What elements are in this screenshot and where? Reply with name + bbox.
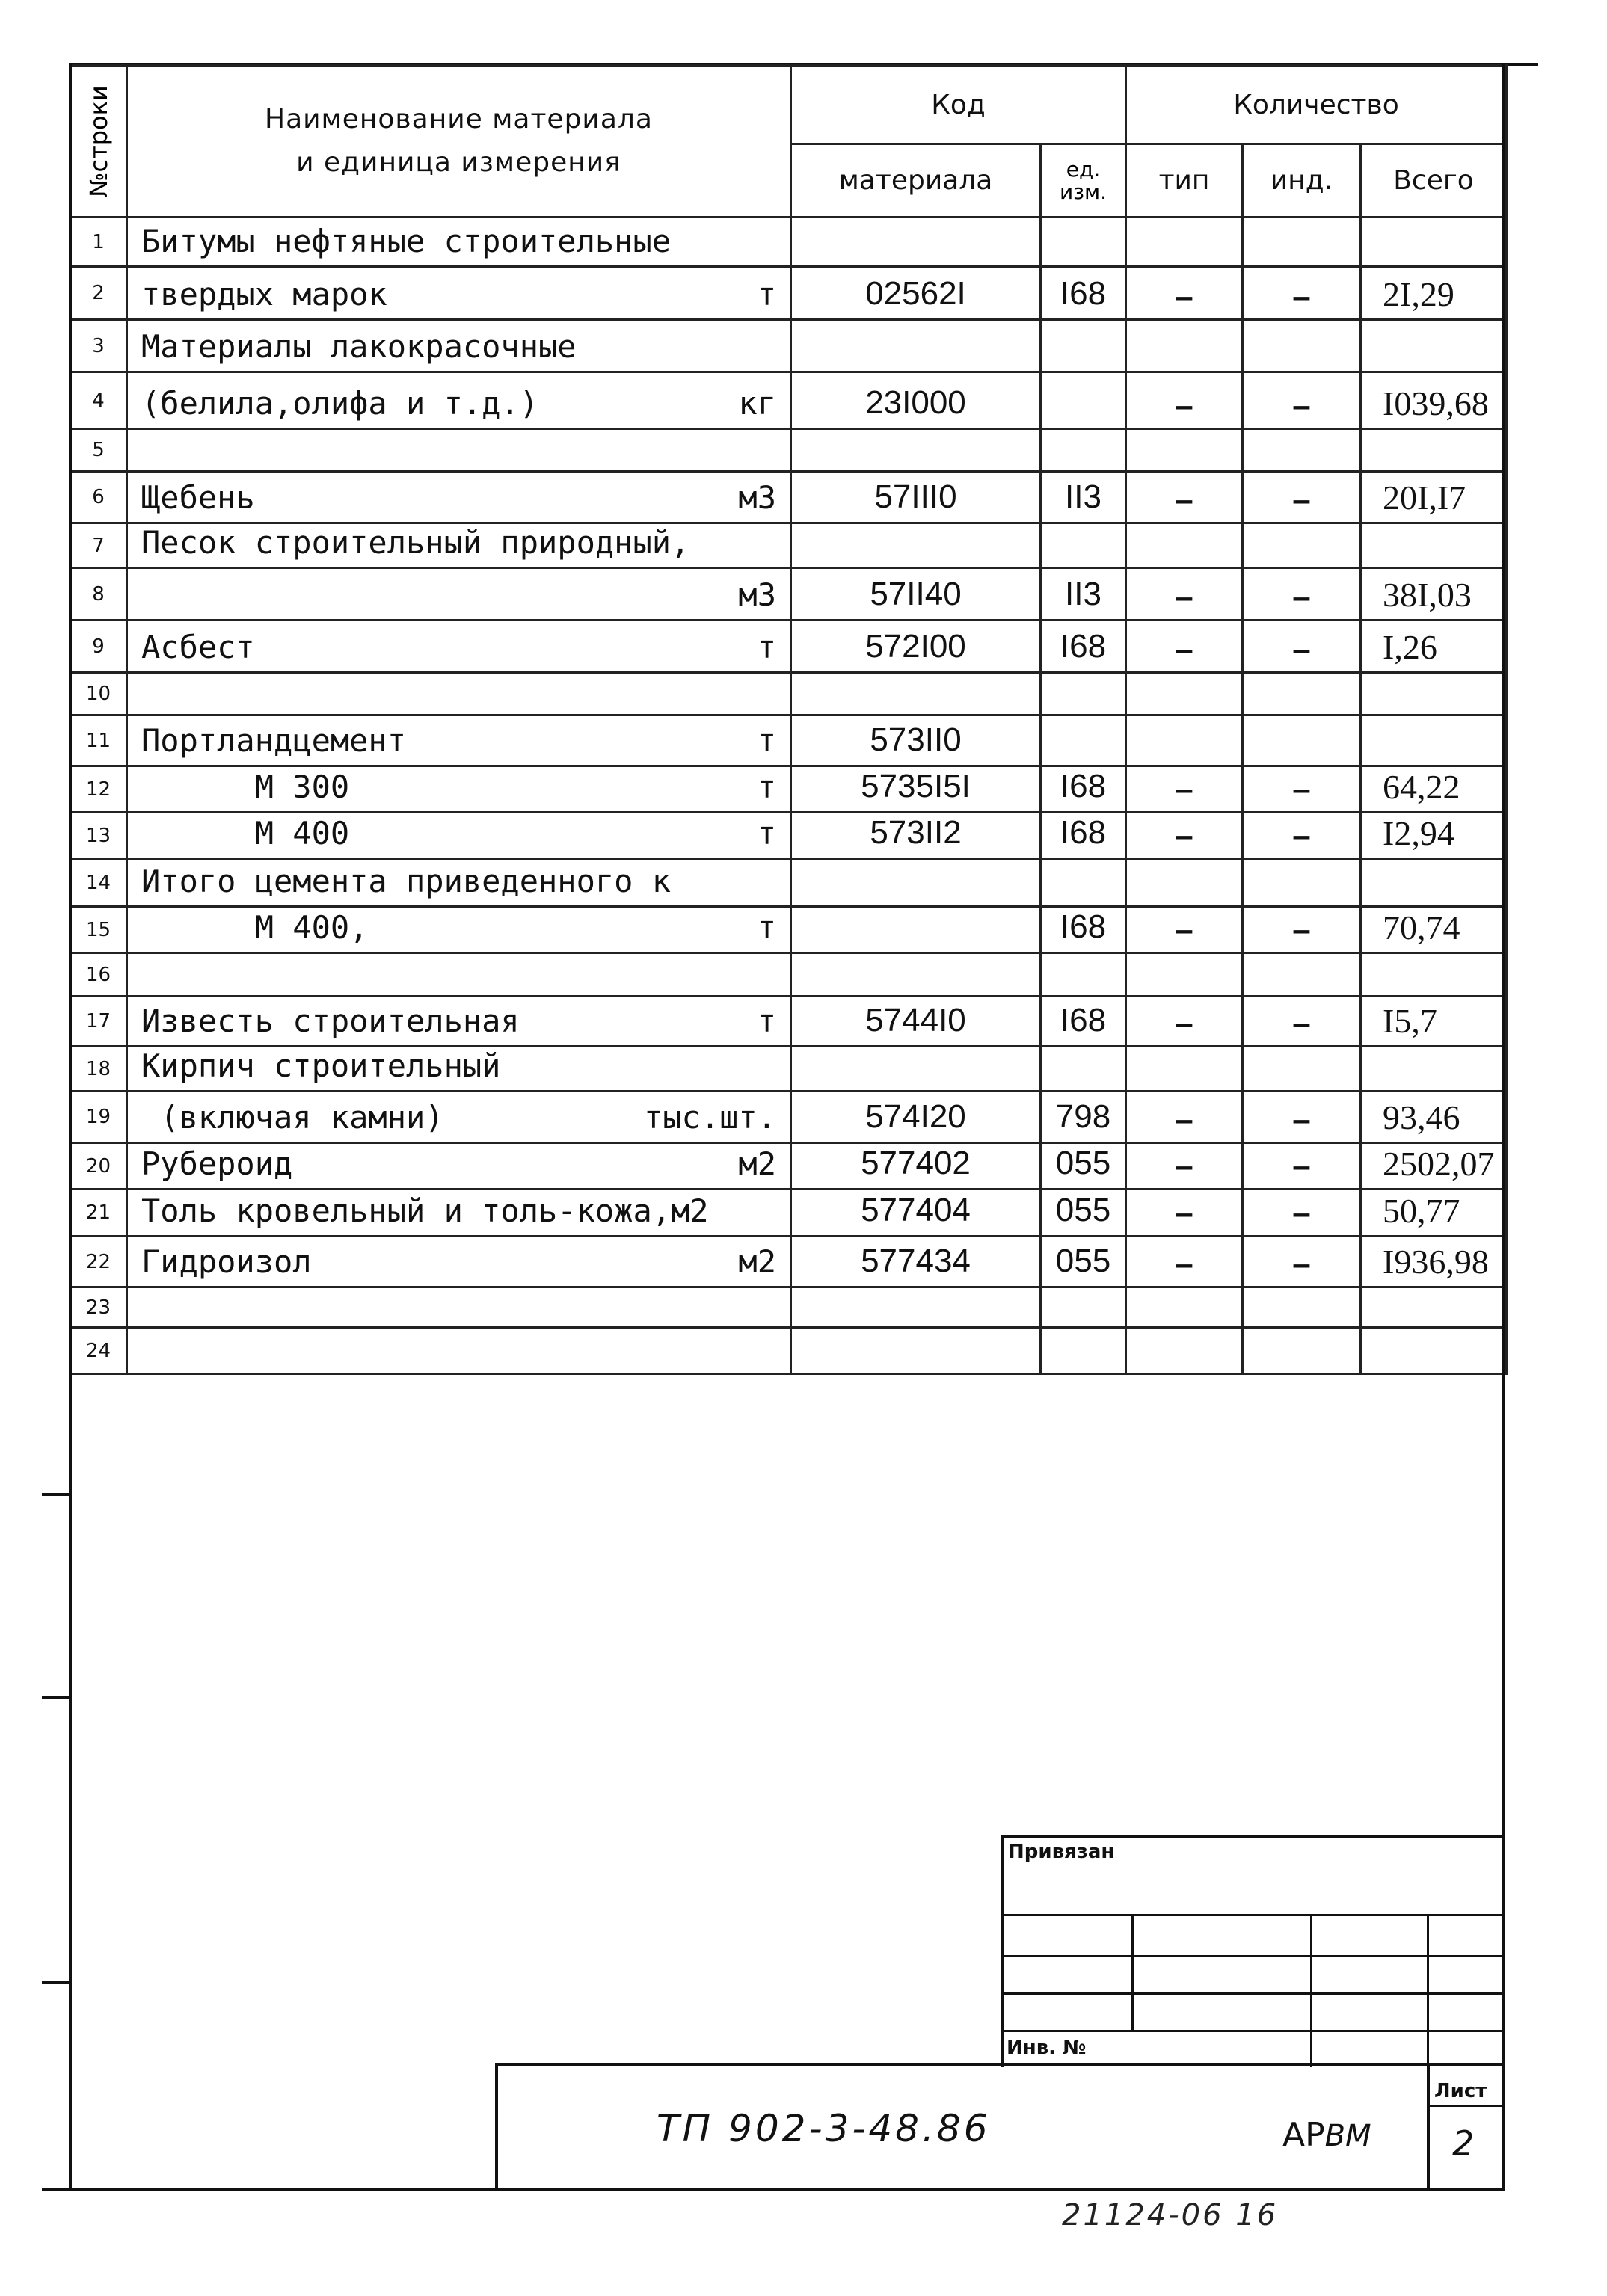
unit-code [1041, 429, 1126, 472]
material-name-text: Рубероид [141, 1145, 293, 1182]
table-row [70, 997, 1507, 1047]
row-number: 6 [70, 472, 127, 523]
total-quantity [1361, 953, 1507, 997]
material-name [127, 766, 791, 813]
type-header: тип [1126, 144, 1243, 218]
row-number: 14 [70, 859, 127, 907]
material-code [791, 1287, 1041, 1328]
type-quantity: – [1126, 1237, 1243, 1287]
table-row [70, 859, 1507, 907]
row-number: 11 [70, 715, 127, 766]
total-quantity: 64,22 [1361, 766, 1507, 813]
unit-code: 055 [1041, 1143, 1126, 1189]
material-code: 02562I [791, 267, 1041, 320]
row-number: 16 [70, 953, 127, 997]
material-name [127, 372, 791, 429]
margin-tick [42, 1493, 70, 1496]
bound-line [1001, 2030, 1505, 2032]
unit-code [1041, 859, 1126, 907]
material-name-text: М 400, [141, 909, 369, 946]
row-number: 10 [70, 673, 127, 715]
unit-code [1041, 673, 1126, 715]
margin-tick [42, 1981, 70, 1984]
ind-quantity [1243, 1047, 1361, 1092]
measure-unit: м2 [738, 1243, 776, 1280]
unit-code: II3 [1041, 472, 1126, 523]
total-quantity: 20I,I7 [1361, 472, 1507, 523]
material-code [791, 1328, 1041, 1374]
total-quantity [1361, 1287, 1507, 1328]
table-row [70, 320, 1507, 372]
frame-left-border [69, 64, 72, 2191]
sheet-label-line [1427, 2105, 1505, 2107]
unit-code: I68 [1041, 907, 1126, 953]
code-group-header: Код [791, 66, 1126, 144]
margin-tick [42, 1696, 70, 1699]
material-code [791, 953, 1041, 997]
total-quantity: I039,68 [1361, 372, 1507, 429]
table-row [70, 907, 1507, 953]
measure-unit: т [757, 769, 776, 805]
unit-code: I68 [1041, 267, 1126, 320]
table-row [70, 813, 1507, 859]
material-code: 577402 [791, 1143, 1041, 1189]
materials-rows [70, 218, 1507, 1374]
type-quantity: – [1126, 568, 1243, 621]
sheet-number: 2 [1452, 2123, 1475, 2164]
type-quantity: – [1126, 472, 1243, 523]
type-quantity: – [1126, 1143, 1243, 1189]
measure-unit: т [757, 1003, 776, 1039]
type-quantity [1126, 673, 1243, 715]
row-number-header: №строки [70, 66, 127, 218]
ind-header: инд. [1243, 144, 1361, 218]
table-row [70, 1189, 1507, 1237]
ind-quantity [1243, 429, 1361, 472]
table-row [70, 429, 1507, 472]
total-quantity [1361, 859, 1507, 907]
material-code [791, 907, 1041, 953]
type-quantity [1126, 1047, 1243, 1092]
material-name [127, 907, 791, 953]
bound-label: Привязан [1008, 1841, 1115, 1863]
table-row [70, 1047, 1507, 1092]
material-name-text: М 400 [141, 815, 350, 852]
ind-quantity [1243, 320, 1361, 372]
document-code: ТП 902-3-48.86 [657, 2107, 991, 2150]
type-quantity: – [1126, 766, 1243, 813]
unit-code: 055 [1041, 1237, 1126, 1287]
material-code [791, 429, 1041, 472]
type-quantity: – [1126, 1189, 1243, 1237]
table-row [70, 1328, 1507, 1374]
ind-quantity: – [1243, 568, 1361, 621]
table-row [70, 372, 1507, 429]
unit-code: II3 [1041, 568, 1126, 621]
ind-quantity: – [1243, 1143, 1361, 1189]
row-number: 5 [70, 429, 127, 472]
material-code [791, 673, 1041, 715]
material-code-header: материала [791, 144, 1041, 218]
material-name-text: М 300 [141, 769, 350, 805]
material-code: 23I000 [791, 372, 1041, 429]
total-quantity: I5,7 [1361, 997, 1507, 1047]
material-name [127, 813, 791, 859]
material-name [127, 1237, 791, 1287]
material-name-text: Толь кровельный и толь-кожа,м2 [141, 1192, 709, 1229]
material-name-text: Песок строительный природный, [141, 524, 690, 561]
ind-quantity: – [1243, 621, 1361, 673]
material-name [127, 1092, 791, 1143]
type-quantity [1126, 218, 1243, 267]
total-quantity: I2,94 [1361, 813, 1507, 859]
material-name-text: Портландцемент [141, 722, 407, 759]
type-quantity [1126, 1328, 1243, 1374]
bound-box [1001, 1835, 1505, 2067]
unit-code [1041, 715, 1126, 766]
row-number: 24 [70, 1328, 127, 1374]
total-quantity [1361, 1047, 1507, 1092]
row-number: 23 [70, 1287, 127, 1328]
material-name-text: Итого цемента приведенного к [141, 863, 672, 899]
unit-code [1041, 1047, 1126, 1092]
material-name [127, 715, 791, 766]
total-quantity [1361, 429, 1507, 472]
material-name-text: Асбест [141, 629, 255, 665]
type-quantity [1126, 1287, 1243, 1328]
row-number: 18 [70, 1047, 127, 1092]
unit-code: I68 [1041, 997, 1126, 1047]
row-number: 20 [70, 1143, 127, 1189]
material-name [127, 953, 791, 997]
total-quantity: 38I,03 [1361, 568, 1507, 621]
ind-quantity [1243, 953, 1361, 997]
unit-code [1041, 1287, 1126, 1328]
material-name-text: (включая камни) [141, 1099, 444, 1136]
type-quantity: – [1126, 267, 1243, 320]
material-code: 573II0 [791, 715, 1041, 766]
material-name [127, 1047, 791, 1092]
measure-unit: т [757, 815, 776, 852]
sheet-divider [1427, 2063, 1430, 2191]
ind-quantity: – [1243, 907, 1361, 953]
bound-vline [1427, 1914, 1429, 2067]
material-code [791, 1047, 1041, 1092]
row-number: 15 [70, 907, 127, 953]
material-code: 57II40 [791, 568, 1041, 621]
unit-code: I68 [1041, 766, 1126, 813]
total-quantity: 93,46 [1361, 1092, 1507, 1143]
table-row [70, 766, 1507, 813]
material-name [127, 1287, 791, 1328]
material-name-text: твердых марок [141, 276, 387, 313]
measure-unit: м2 [738, 1145, 776, 1182]
unit-code: 055 [1041, 1189, 1126, 1237]
bound-vline [1310, 1914, 1312, 2067]
measure-unit: тыс.шт. [643, 1099, 776, 1136]
material-code [791, 859, 1041, 907]
row-number: 21 [70, 1189, 127, 1237]
unit-code [1041, 953, 1126, 997]
ind-quantity: – [1243, 472, 1361, 523]
material-name [127, 1328, 791, 1374]
row-number: 9 [70, 621, 127, 673]
row-number: 19 [70, 1092, 127, 1143]
ind-quantity: – [1243, 1092, 1361, 1143]
table-row [70, 673, 1507, 715]
table-row [70, 523, 1507, 568]
bound-line [1001, 1992, 1505, 1995]
material-code: 572I00 [791, 621, 1041, 673]
row-number: 8 [70, 568, 127, 621]
material-name [127, 1143, 791, 1189]
row-number: 2 [70, 267, 127, 320]
type-quantity [1126, 429, 1243, 472]
material-name [127, 429, 791, 472]
inventory-label: Инв. № [1007, 2037, 1087, 2059]
material-name-text: Кирпич строительный [141, 1047, 501, 1084]
measure-unit: м3 [738, 479, 776, 516]
material-code: 577434 [791, 1237, 1041, 1287]
row-number: 12 [70, 766, 127, 813]
row-number: 17 [70, 997, 127, 1047]
total-quantity [1361, 715, 1507, 766]
measure-unit: т [757, 909, 776, 946]
archive-number: 21124-06 16 [1062, 2198, 1279, 2232]
ind-quantity: – [1243, 997, 1361, 1047]
ind-quantity: – [1243, 1189, 1361, 1237]
total-quantity [1361, 1328, 1507, 1374]
table-row [70, 472, 1507, 523]
material-code [791, 523, 1041, 568]
material-code [791, 218, 1041, 267]
sheet-label: Лист [1434, 2080, 1487, 2102]
table-row [70, 1092, 1507, 1143]
total-quantity: 70,74 [1361, 907, 1507, 953]
material-code: 573II2 [791, 813, 1041, 859]
material-code: 577404 [791, 1189, 1041, 1237]
ind-quantity: – [1243, 766, 1361, 813]
material-name [127, 523, 791, 568]
measure-unit: т [757, 722, 776, 759]
table-row [70, 267, 1507, 320]
ind-quantity: – [1243, 813, 1361, 859]
type-quantity: – [1126, 621, 1243, 673]
ind-quantity [1243, 1287, 1361, 1328]
material-name [127, 1189, 791, 1237]
measure-unit: м3 [738, 576, 776, 613]
material-code [791, 320, 1041, 372]
table-row [70, 1287, 1507, 1328]
type-quantity [1126, 523, 1243, 568]
material-code: 574I20 [791, 1092, 1041, 1143]
measure-unit: кг [738, 385, 776, 422]
material-name [127, 568, 791, 621]
material-code: 57III0 [791, 472, 1041, 523]
type-quantity [1126, 859, 1243, 907]
material-name [127, 673, 791, 715]
total-quantity: 50,77 [1361, 1189, 1507, 1237]
table-row [70, 715, 1507, 766]
total-quantity: 2I,29 [1361, 267, 1507, 320]
measure-unit: т [757, 276, 776, 313]
material-name-text: Материалы лакокрасочные [141, 328, 577, 365]
material-name-text: Битумы нефтяные строительные [141, 223, 672, 259]
total-quantity [1361, 320, 1507, 372]
ind-quantity: – [1243, 267, 1361, 320]
material-name [127, 859, 791, 907]
material-name [127, 218, 791, 267]
ind-quantity: – [1243, 1237, 1361, 1287]
row-number: 13 [70, 813, 127, 859]
material-code: 5735I5I [791, 766, 1041, 813]
total-quantity [1361, 218, 1507, 267]
material-code: 5744I0 [791, 997, 1041, 1047]
material-name [127, 472, 791, 523]
material-name [127, 621, 791, 673]
bound-line [1001, 1914, 1505, 1916]
total-quantity: I,26 [1361, 621, 1507, 673]
ind-quantity [1243, 1328, 1361, 1374]
bound-vline [1131, 1914, 1134, 2030]
measure-unit: т [757, 629, 776, 665]
ind-quantity [1243, 715, 1361, 766]
row-number: 1 [70, 218, 127, 267]
unit-code: I68 [1041, 813, 1126, 859]
total-header: Всего [1361, 144, 1507, 218]
material-name-text: (белила,олифа и т.д.) [141, 385, 539, 422]
unit-code [1041, 218, 1126, 267]
type-quantity: – [1126, 813, 1243, 859]
type-quantity [1126, 320, 1243, 372]
material-name [127, 997, 791, 1047]
type-quantity: – [1126, 1092, 1243, 1143]
total-quantity: I936,98 [1361, 1237, 1507, 1287]
material-name [127, 267, 791, 320]
row-number: 7 [70, 523, 127, 568]
total-quantity [1361, 523, 1507, 568]
row-number: 22 [70, 1237, 127, 1287]
ind-quantity [1243, 523, 1361, 568]
unit-code [1041, 1328, 1126, 1374]
unit-code: 798 [1041, 1092, 1126, 1143]
ind-quantity [1243, 218, 1361, 267]
bound-line [1001, 1955, 1505, 1957]
row-number: 3 [70, 320, 127, 372]
row-number: 4 [70, 372, 127, 429]
type-quantity: – [1126, 372, 1243, 429]
total-quantity [1361, 673, 1507, 715]
ind-quantity [1243, 859, 1361, 907]
document-series: АРВМ [1282, 2116, 1371, 2154]
table-row [70, 1237, 1507, 1287]
ind-quantity: – [1243, 372, 1361, 429]
type-quantity [1126, 715, 1243, 766]
unit-code: I68 [1041, 621, 1126, 673]
material-name-text: Гидроизол [141, 1243, 312, 1280]
unit-code [1041, 372, 1126, 429]
type-quantity: – [1126, 997, 1243, 1047]
table-row [70, 953, 1507, 997]
table-row [70, 621, 1507, 673]
material-name-text: Щебень [141, 479, 255, 516]
material-name-text: Известь строительная [141, 1003, 520, 1039]
material-name [127, 320, 791, 372]
materials-table [69, 64, 1508, 1374]
table-row [70, 1143, 1507, 1189]
unit-code [1041, 523, 1126, 568]
type-quantity: – [1126, 907, 1243, 953]
type-quantity [1126, 953, 1243, 997]
table-row [70, 218, 1507, 267]
table-row [70, 568, 1507, 621]
name-header: Наименование материала и единица измерения [127, 66, 791, 218]
quantity-group-header: Количество [1126, 66, 1507, 144]
unit-code-header: ед. изм. [1041, 144, 1126, 218]
ind-quantity [1243, 673, 1361, 715]
total-quantity: 2502,07 [1361, 1143, 1507, 1189]
unit-code [1041, 320, 1126, 372]
